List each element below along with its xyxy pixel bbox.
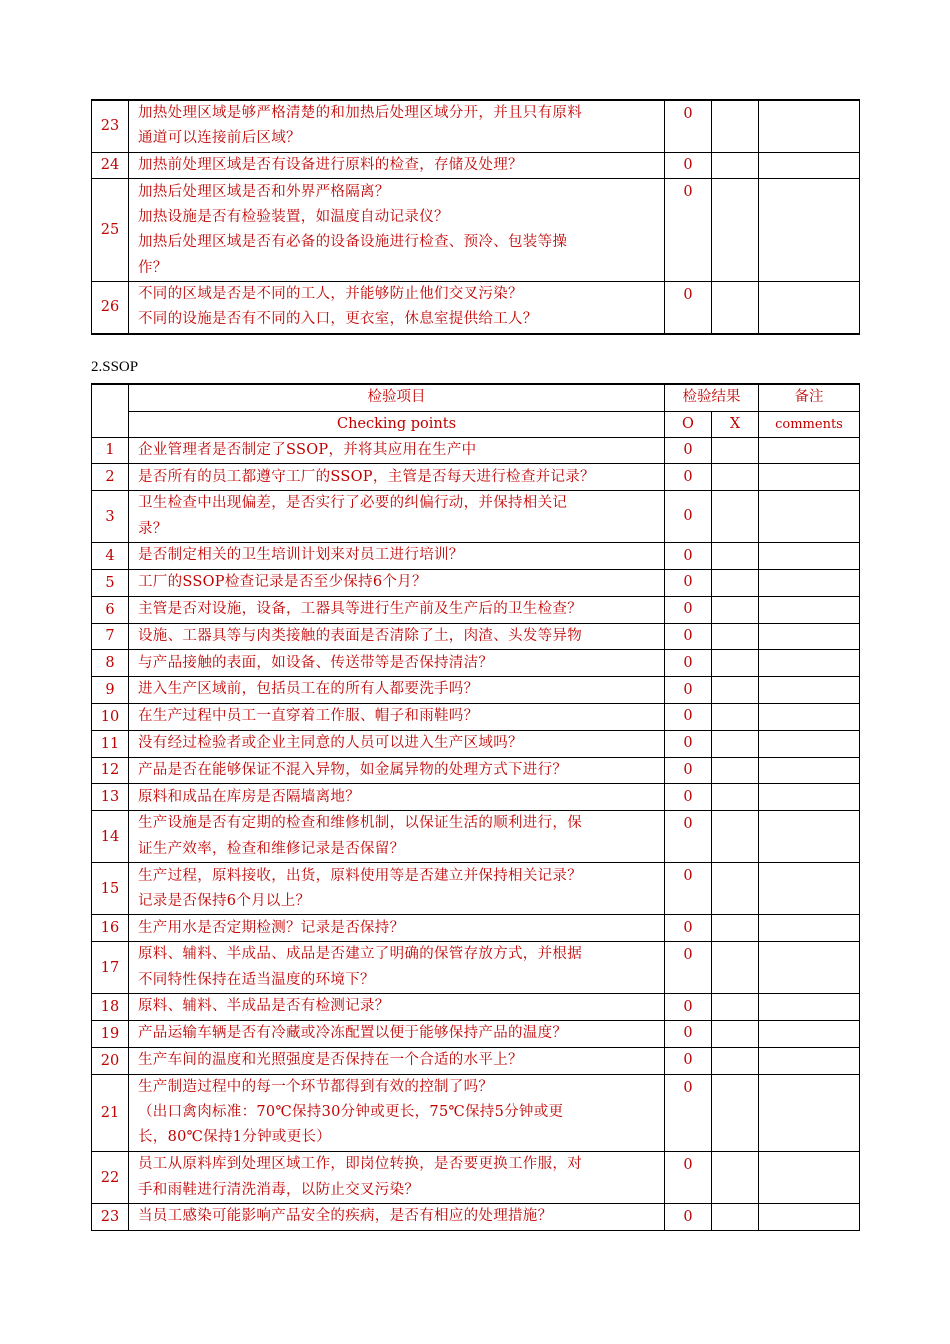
check-item-line: 生产用水是否定期检测？记录是否保持？ [138, 919, 405, 936]
check-item-text [129, 863, 665, 915]
header-number-cell [92, 384, 129, 437]
table-row [92, 152, 860, 179]
row-number: 3 [92, 491, 129, 543]
check-item-line: 不同特性保持在适当温度的环境下？ [138, 971, 375, 988]
row-number: 8 [92, 650, 129, 677]
check-item-line: 生产制造过程中的每一个环节都得到有效的控制了吗？ [138, 1078, 494, 1095]
check-item-text [129, 915, 665, 942]
remark-cell [759, 179, 860, 282]
check-item-text [129, 677, 665, 704]
table-row [92, 596, 860, 623]
check-item-text [129, 784, 665, 811]
result-x-cell [712, 915, 759, 942]
row-number: 17 [92, 942, 129, 994]
check-item-text [129, 596, 665, 623]
row-number: 19 [92, 1021, 129, 1048]
remark-cell [759, 543, 860, 570]
table-row [92, 1074, 860, 1151]
check-item-line: 原料和成品在库房是否隔墙离地？ [138, 788, 360, 805]
check-item-text [129, 811, 665, 863]
check-item-text [129, 100, 665, 152]
row-number: 20 [92, 1047, 129, 1074]
result-o-cell: 0 [665, 811, 712, 863]
remark-cell [759, 596, 860, 623]
table-row [92, 811, 860, 863]
table-row [92, 650, 860, 677]
header-result: 检验结果 [665, 384, 759, 411]
check-item-line: 当员工感染可能影响产品安全的疾病，是否有相应的处理措施？ [138, 1208, 553, 1225]
table-row [92, 282, 860, 334]
remark-cell [759, 100, 860, 152]
table-row [92, 543, 860, 570]
row-number: 2 [92, 464, 129, 491]
check-item-line: 作？ [138, 259, 168, 276]
table-row [92, 863, 860, 915]
check-item-text [129, 464, 665, 491]
check-item-line: 原料、辅料、半成品是否有检测记录？ [138, 998, 390, 1015]
table-row [92, 437, 860, 464]
check-item-line: 加热设施是否有检验装置，如温度自动记录仪？ [138, 208, 449, 225]
remark-cell [759, 784, 860, 811]
row-number: 6 [92, 596, 129, 623]
remark-cell [759, 650, 860, 677]
table-row [92, 623, 860, 650]
remark-cell [759, 569, 860, 596]
result-x-cell [712, 491, 759, 543]
check-item-line: （出口禽肉标准：70℃保持30分钟或更长，75℃保持5分钟或更 [138, 1104, 564, 1121]
result-x-cell [712, 942, 759, 994]
result-o-cell: 0 [665, 703, 712, 730]
check-item-text [129, 730, 665, 757]
section-title-ssop: 2.SSOP [91, 359, 139, 375]
table-row [92, 1021, 860, 1048]
remark-cell [759, 1152, 860, 1204]
remark-cell [759, 703, 860, 730]
row-number: 1 [92, 437, 129, 464]
check-item-line: 产品运输车辆是否有冷藏或冷冻配置以便于能够保持产品的温度？ [138, 1025, 568, 1042]
remark-cell [759, 811, 860, 863]
row-number: 15 [92, 863, 129, 915]
check-item-line: 手和雨鞋进行清洗消毒，以防止交叉污染？ [138, 1181, 420, 1198]
result-x-cell [712, 677, 759, 704]
result-o-cell: 0 [665, 730, 712, 757]
result-x-cell [712, 464, 759, 491]
check-item-line: 主管是否对设施，设备，工器具等进行生产前及生产后的卫生检查？ [138, 601, 582, 618]
table-row [92, 1152, 860, 1204]
check-item-line: 卫生检查中出现偏差，是否实行了必要的纠偏行动，并保持相关记 [138, 495, 568, 512]
result-o-cell: 0 [665, 464, 712, 491]
remark-cell [759, 282, 860, 334]
result-x-cell [712, 811, 759, 863]
check-item-text [129, 1152, 665, 1204]
check-item-text [129, 1021, 665, 1048]
table-row [92, 1047, 860, 1074]
row-number: 10 [92, 703, 129, 730]
check-item-line: 生产过程，原料接收，出货，原料使用等是否建立并保持相关记录？ [138, 867, 582, 884]
result-o-cell: 0 [665, 650, 712, 677]
check-item-line: 产品是否在能够保证不混入异物，如金属异物的处理方式下进行？ [138, 761, 568, 778]
table-row [92, 915, 860, 942]
row-number: 4 [92, 543, 129, 570]
remark-cell [759, 152, 860, 179]
remark-cell [759, 464, 860, 491]
check-item-line: 录？ [138, 520, 168, 537]
check-item-line: 生产车间的温度和光照强度是否保持在一个合适的水平上？ [138, 1052, 523, 1069]
result-x-cell [712, 863, 759, 915]
check-item-text [129, 942, 665, 994]
result-x-cell [712, 1074, 759, 1151]
table-row [92, 757, 860, 784]
result-x-cell [712, 1204, 759, 1231]
result-o-cell: 0 [665, 152, 712, 179]
row-number: 5 [92, 569, 129, 596]
result-x-cell [712, 703, 759, 730]
result-x-cell [712, 152, 759, 179]
result-o-cell: 0 [665, 915, 712, 942]
check-item-text [129, 569, 665, 596]
remark-cell [759, 863, 860, 915]
row-number: 16 [92, 915, 129, 942]
table-row [92, 784, 860, 811]
result-o-cell: 0 [665, 282, 712, 334]
result-o-cell: 0 [665, 491, 712, 543]
result-x-cell [712, 784, 759, 811]
result-o-cell: 0 [665, 784, 712, 811]
check-item-line: 通道可以连接前后区域？ [138, 130, 301, 147]
ssop-checklist-table [91, 383, 860, 1231]
remark-cell [759, 677, 860, 704]
check-item-line: 原料、辅料、半成品、成品是否建立了明确的保管存放方式，并根据 [138, 946, 582, 963]
result-x-cell [712, 757, 759, 784]
row-number: 26 [92, 282, 129, 334]
check-item-text [129, 179, 665, 282]
result-x-cell [712, 437, 759, 464]
result-x-cell [712, 623, 759, 650]
row-number: 23 [92, 1204, 129, 1231]
result-o-cell: 0 [665, 757, 712, 784]
remark-cell [759, 915, 860, 942]
check-item-line: 没有经过检验者或企业主同意的人员可以进入生产区域吗？ [138, 735, 523, 752]
remark-cell [759, 1047, 860, 1074]
table-row [92, 464, 860, 491]
row-number: 24 [92, 152, 129, 179]
check-item-line: 不同的区域是否是不同的工人，并能够防止他们交叉污染？ [138, 286, 523, 303]
result-x-cell [712, 1021, 759, 1048]
check-item-line: 加热前处理区域是否有设备进行原料的检查，存储及处理？ [138, 156, 523, 173]
table-row [92, 994, 860, 1021]
table-row [92, 730, 860, 757]
result-o-cell: 0 [665, 623, 712, 650]
remark-cell [759, 757, 860, 784]
row-number: 7 [92, 623, 129, 650]
remark-cell [759, 623, 860, 650]
check-item-text [129, 1074, 665, 1151]
result-o-cell: 0 [665, 569, 712, 596]
table-row [92, 100, 860, 152]
result-o-cell: 0 [665, 994, 712, 1021]
check-item-text [129, 491, 665, 543]
remark-cell [759, 1021, 860, 1048]
row-number: 9 [92, 677, 129, 704]
check-item-line: 设施、工器具等与肉类接触的表面是否清除了土，肉渣、头发等异物 [138, 627, 582, 644]
check-item-text [129, 437, 665, 464]
check-item-line: 进入生产区域前，包括员工在的所有人都要洗手吗？ [138, 681, 479, 698]
row-number: 21 [92, 1074, 129, 1151]
header-remark-cn: 备注 [759, 384, 860, 411]
row-number: 13 [92, 784, 129, 811]
check-item-text [129, 650, 665, 677]
result-x-cell [712, 543, 759, 570]
remark-cell [759, 730, 860, 757]
result-x-cell [712, 569, 759, 596]
table-row [92, 179, 860, 282]
check-item-text [129, 623, 665, 650]
header-result-o: O [665, 411, 712, 437]
result-o-cell: 0 [665, 1074, 712, 1151]
table-row [92, 942, 860, 994]
header-result-x: X [712, 411, 759, 437]
check-item-line: 加热后处理区域是否有必备的设备设施进行检查、预冷、包装等操 [138, 234, 568, 251]
row-number: 23 [92, 100, 129, 152]
result-o-cell: 0 [665, 1021, 712, 1048]
check-item-line: 在生产过程中员工一直穿着工作服、帽子和雨鞋吗？ [138, 708, 479, 725]
remark-cell [759, 994, 860, 1021]
result-x-cell [712, 100, 759, 152]
remark-cell [759, 437, 860, 464]
result-x-cell [712, 994, 759, 1021]
check-item-line: 记录是否保持6个月以上？ [138, 892, 311, 909]
check-item-line: 生产设施是否有定期的检查和维修机制，以保证生活的顺利进行，保 [138, 815, 582, 832]
table-row [92, 703, 860, 730]
result-x-cell [712, 730, 759, 757]
check-item-text [129, 543, 665, 570]
result-o-cell: 0 [665, 677, 712, 704]
result-o-cell: 0 [665, 596, 712, 623]
result-x-cell [712, 282, 759, 334]
check-item-text [129, 152, 665, 179]
result-x-cell [712, 596, 759, 623]
check-item-text [129, 282, 665, 334]
check-item-text [129, 994, 665, 1021]
check-item-text [129, 1047, 665, 1074]
remark-cell [759, 491, 860, 543]
check-item-text [129, 757, 665, 784]
row-number: 11 [92, 730, 129, 757]
check-item-line: 员工从原料库到处理区域工作，即岗位转换，是否要更换工作服，对 [138, 1156, 582, 1173]
check-item-line: 是否所有的员工都遵守工厂的SSOP，主管是否每天进行检查并记录？ [138, 468, 595, 485]
check-item-line: 长，80℃保持1分钟或更长） [138, 1129, 332, 1146]
row-number: 22 [92, 1152, 129, 1204]
header-remark-en: comments [759, 411, 860, 437]
inspection-table-continued [91, 99, 860, 335]
row-number: 12 [92, 757, 129, 784]
table-row [92, 1204, 860, 1231]
check-item-line: 加热后处理区域是否和外界严格隔离？ [138, 183, 390, 200]
result-o-cell: 0 [665, 1047, 712, 1074]
check-item-line: 加热处理区域是够严格清楚的和加热后处理区域分开，并且只有原料 [138, 105, 582, 121]
table-row [92, 677, 860, 704]
result-x-cell [712, 1152, 759, 1204]
check-item-text [129, 703, 665, 730]
row-number: 25 [92, 179, 129, 282]
result-x-cell [712, 179, 759, 282]
remark-cell [759, 1074, 860, 1151]
result-o-cell: 0 [665, 100, 712, 152]
result-x-cell [712, 1047, 759, 1074]
check-item-text [129, 1204, 665, 1231]
table-row [92, 569, 860, 596]
remark-cell [759, 942, 860, 994]
result-o-cell: 0 [665, 863, 712, 915]
result-o-cell: 0 [665, 942, 712, 994]
row-number: 14 [92, 811, 129, 863]
result-o-cell: 0 [665, 179, 712, 282]
check-item-line: 企业管理者是否制定了SSOP，并将其应用在生产中 [138, 441, 477, 458]
result-o-cell: 0 [665, 543, 712, 570]
check-item-line: 工厂的SSOP检查记录是否至少保持6个月？ [138, 574, 427, 591]
check-item-line: 是否制定相关的卫生培训计划来对员工进行培训？ [138, 547, 464, 564]
result-o-cell: 0 [665, 437, 712, 464]
row-number: 18 [92, 994, 129, 1021]
header-item-en: Checking points [129, 411, 665, 437]
header-item-cn: 检验项目 [129, 384, 665, 411]
result-o-cell: 0 [665, 1204, 712, 1231]
check-item-line: 与产品接触的表面，如设备、传送带等是否保持清洁？ [138, 654, 494, 671]
remark-cell [759, 1204, 860, 1231]
check-item-line: 不同的设施是否有不同的入口，更衣室，休息室提供给工人？ [138, 311, 538, 328]
result-x-cell [712, 650, 759, 677]
table-row [92, 491, 860, 543]
check-item-line: 证生产效率，检查和维修记录是否保留？ [138, 840, 405, 857]
result-o-cell: 0 [665, 1152, 712, 1204]
